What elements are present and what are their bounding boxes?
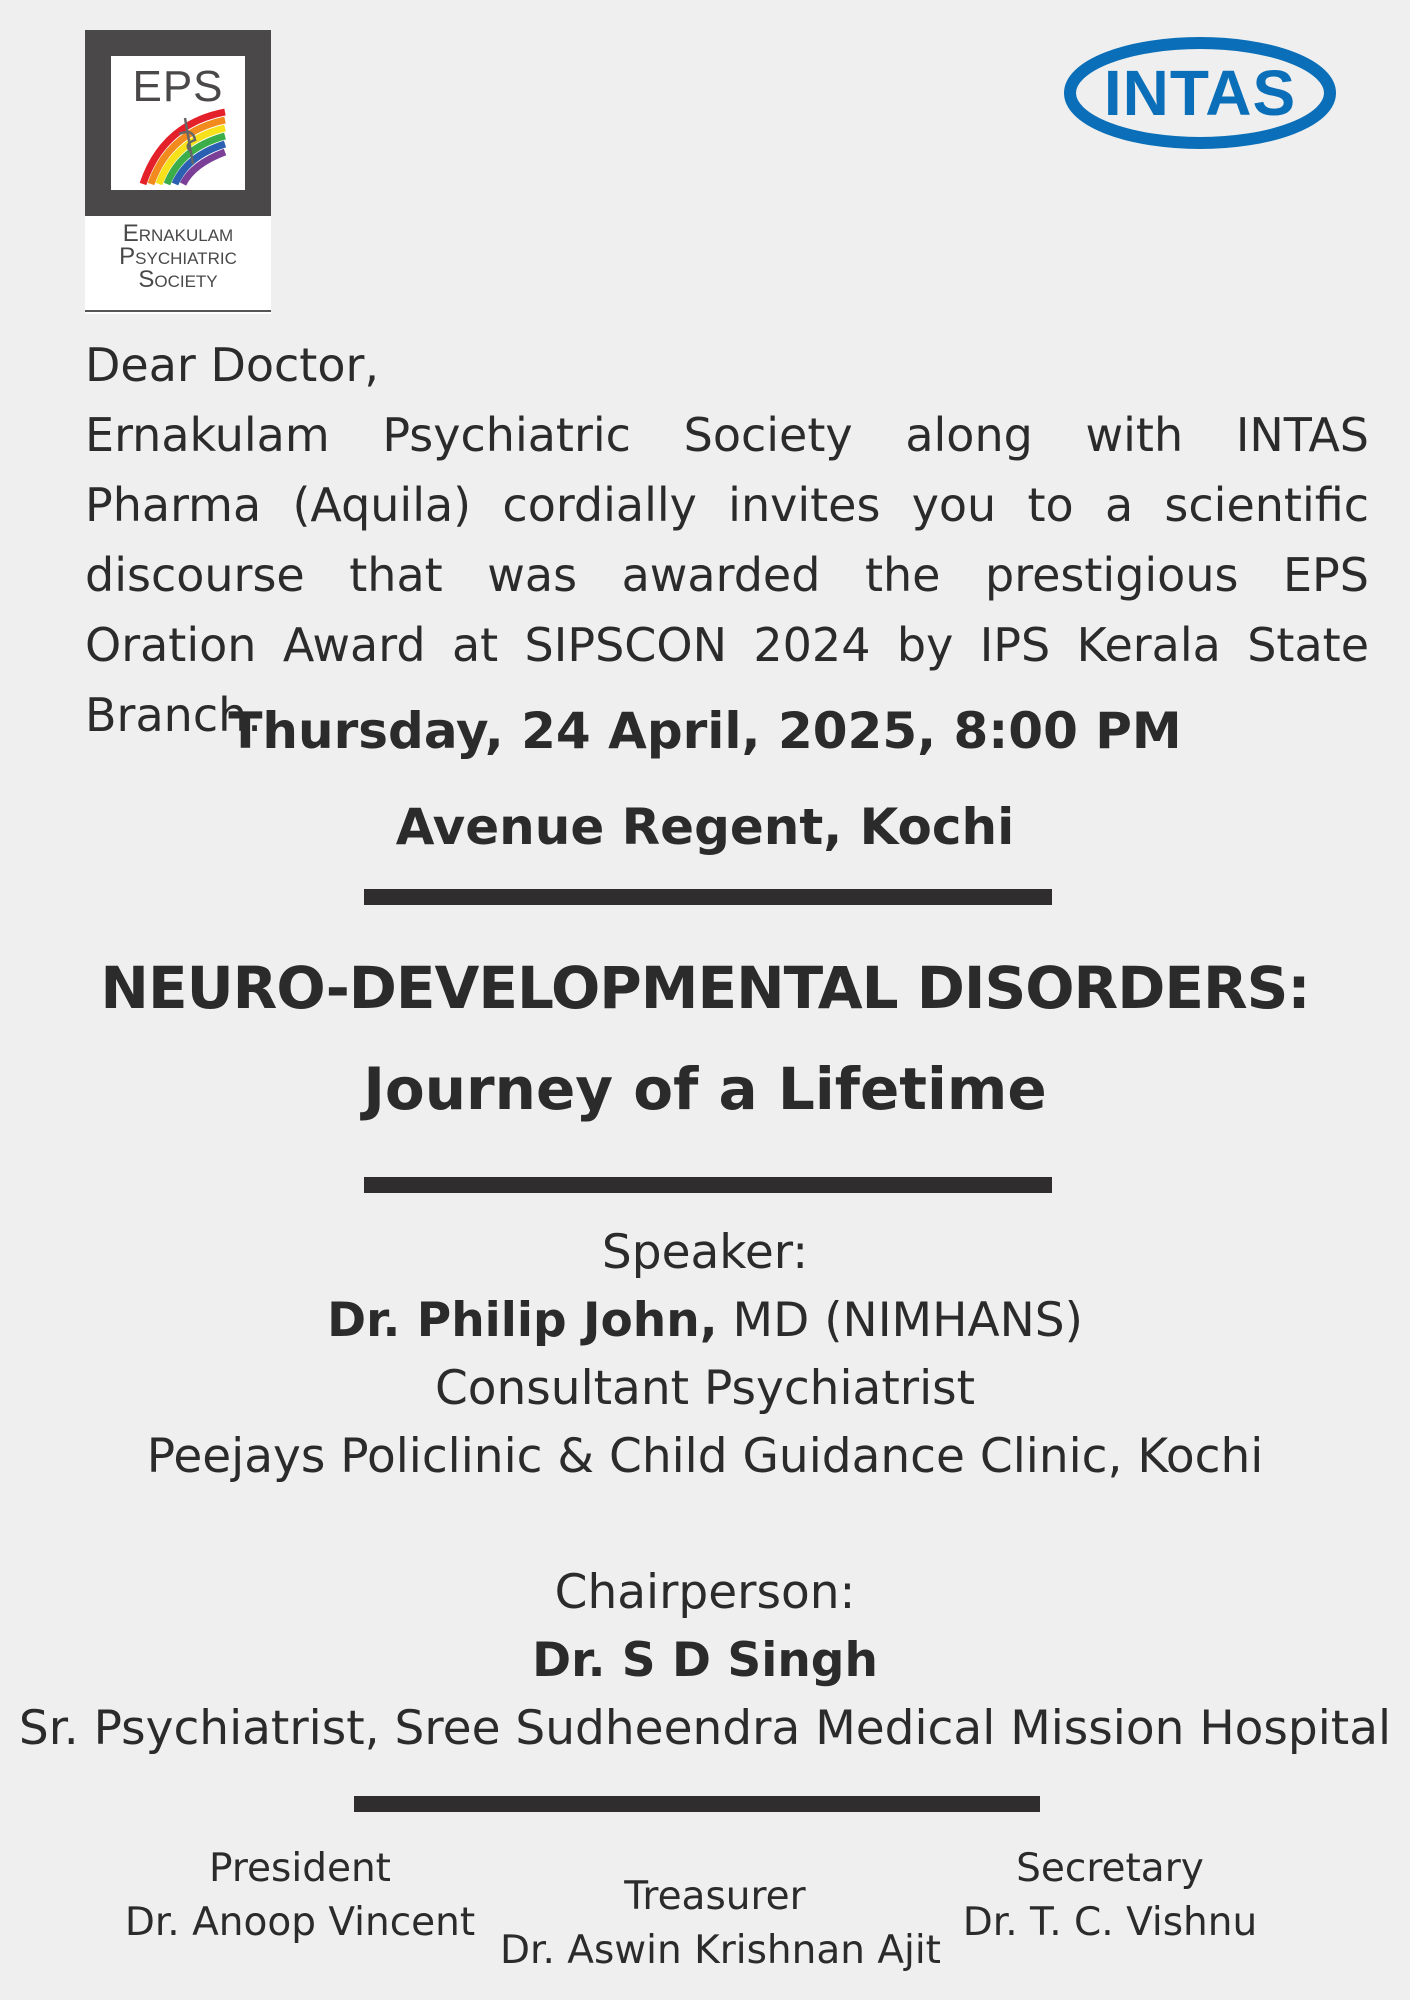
eps-logo-inner [111, 56, 245, 190]
officer-name: Dr. T. C. Vishnu [962, 1900, 1258, 1945]
eps-society-line-1: Ernakulam [122, 220, 234, 247]
eps-logo-frame [85, 30, 271, 216]
divider-bottom [354, 1796, 1040, 1812]
chairperson-role: Sr. Psychiatrist, Sree Sudheendra Medical Mission Hospital [18, 1701, 1392, 1756]
greeting: Dear Doctor, [85, 338, 380, 392]
speaker-credentials: MD (NIMHANS) [717, 1293, 1083, 1348]
intas-logo-text: INTAS [1103, 57, 1297, 129]
eps-logo [85, 30, 271, 314]
talk-title: NEURO-DEVELOPMENTAL DISORDERS: [100, 954, 1310, 1022]
speaker-name: Dr. Philip John, [327, 1293, 718, 1348]
divider-middle [364, 1177, 1052, 1193]
chairperson-name: Dr. S D Singh [532, 1633, 878, 1688]
divider-top [364, 889, 1052, 905]
chairperson-label: Chairperson: [554, 1565, 856, 1620]
officer-name: Dr. Anoop Vincent [124, 1900, 476, 1945]
event-datetime: Thursday, 24 April, 2025, 8:00 PM [228, 702, 1182, 760]
speaker-role: Consultant Psychiatrist [434, 1361, 976, 1416]
officer-title: President [209, 1846, 391, 1891]
eps-society-line-3: Society [138, 266, 218, 293]
talk-subtitle: Journey of a Lifetime [363, 1055, 1047, 1123]
intas-logo [1063, 36, 1337, 150]
speaker-label: Speaker: [601, 1225, 809, 1280]
intro-paragraph: Ernakulam Psychiatric Society along with INTAS Pharma (Aquila) cordially invites you to a scientific discourse that was awarded the prestigious EPS Oration Award at SIPSCON 2024 by IPS Kerala State Branch. [85, 408, 1369, 742]
officer-title: Secretary [1016, 1846, 1204, 1891]
officer-secretary [910, 1842, 1310, 1950]
event-venue: Avenue Regent, Kochi [395, 798, 1015, 856]
officer-title: Treasurer [624, 1874, 806, 1919]
officer-president [100, 1842, 500, 1950]
eps-society-name [85, 222, 271, 291]
rainbow-icon [133, 104, 233, 188]
officer-name: Dr. Aswin Krishnan Ajit [500, 1928, 941, 1973]
officer-treasurer [500, 1870, 941, 1978]
speaker-affiliation: Peejays Policlinic & Child Guidance Clinic, Kochi [146, 1429, 1264, 1484]
speaker-name-line [0, 1287, 1410, 1355]
eps-society-line-2: Psychiatric [119, 243, 237, 270]
eps-initials: EPS [132, 62, 224, 111]
eps-logo-underline [85, 310, 271, 312]
